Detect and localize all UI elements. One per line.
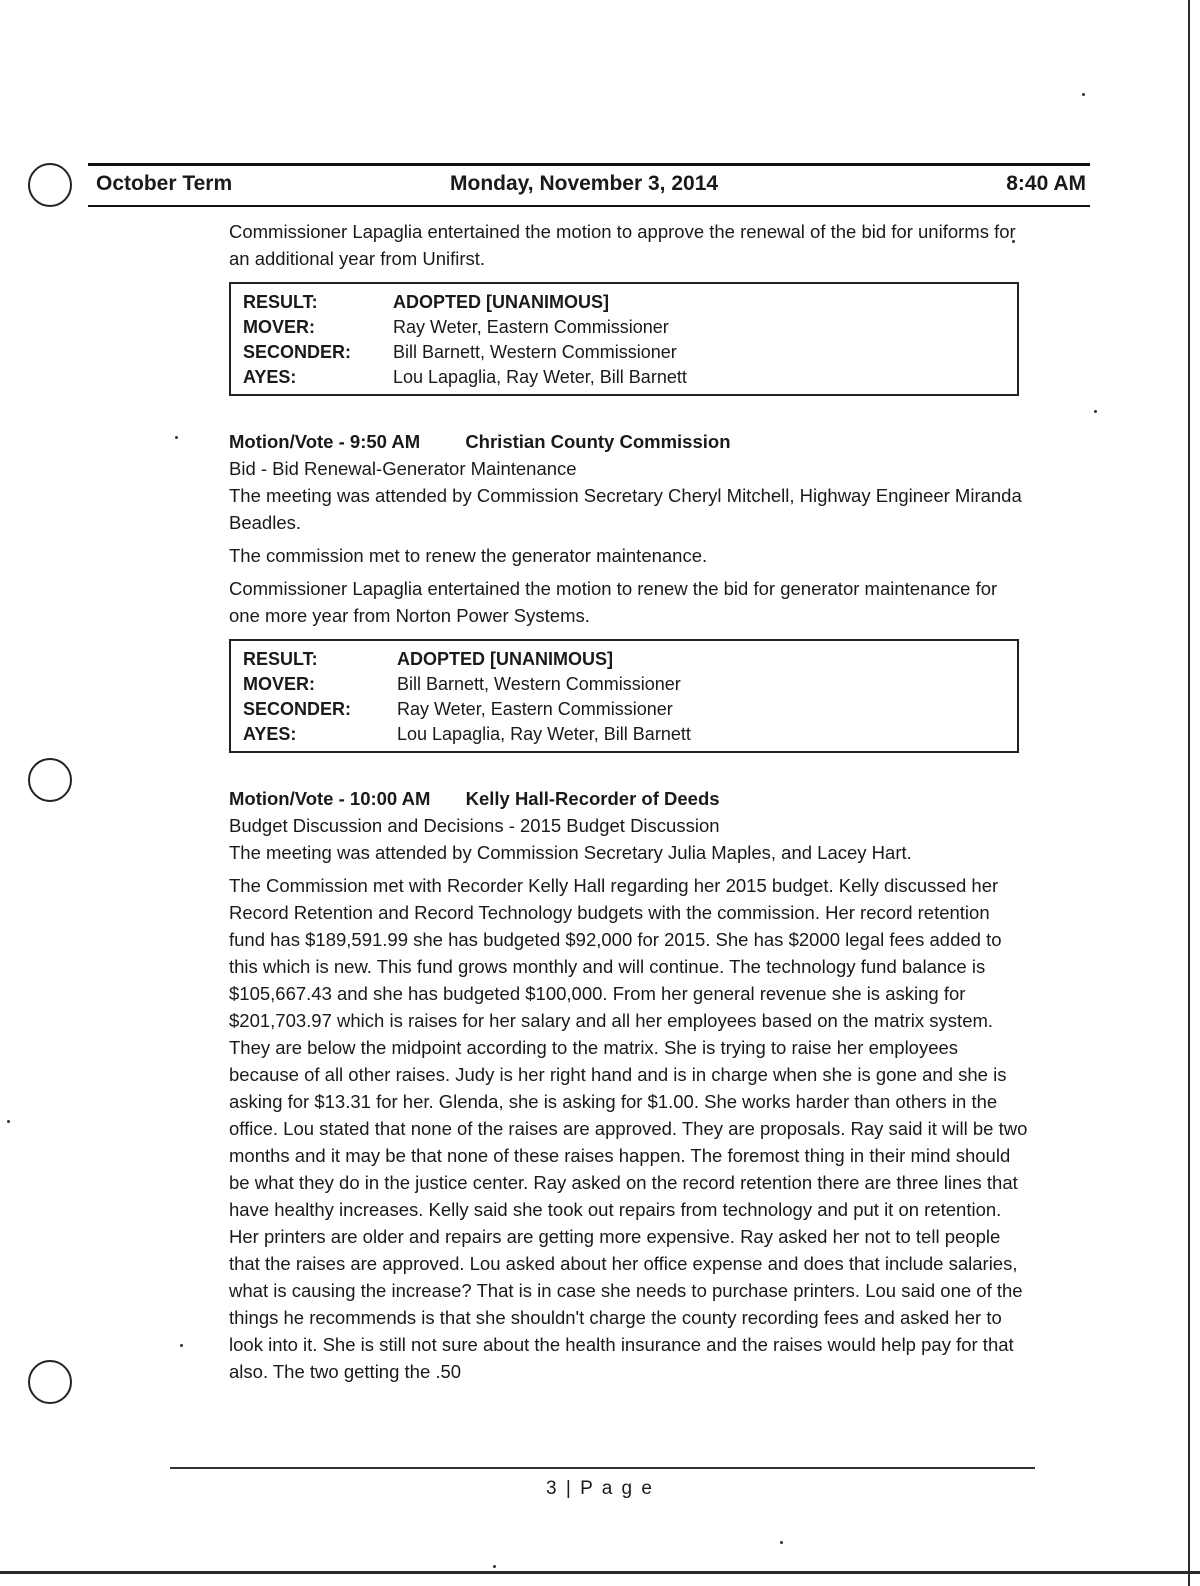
vote-label: SECONDER: bbox=[243, 342, 352, 362]
header-time: 8:40 AM bbox=[1006, 172, 1086, 195]
vote-row-seconder bbox=[243, 697, 1007, 722]
vote-seconder: Bill Barnett, Western Commissioner bbox=[393, 342, 677, 362]
section-heading-prefix: Motion/Vote - 9:50 AM bbox=[229, 431, 421, 452]
scan-speck bbox=[1082, 93, 1085, 96]
section-subtitle: Bid - Bid Renewal-Generator Maintenance bbox=[229, 458, 577, 479]
page-header bbox=[96, 172, 1086, 204]
vote-label: AYES: bbox=[243, 367, 297, 387]
header-rule-bottom bbox=[88, 205, 1090, 207]
vote-row-mover bbox=[243, 315, 1007, 340]
discussion-paragraph: The Commission met with Recorder Kelly Hall regarding her 2015 budget. Kelly discussed her Record Retention and Record Technology budgets with the commission. Her record retention fund has $189,591.99 she has budgeted $92,000 for 2015. She has $2000 legal fees added to this which is new. This fund grows monthly and will continue. The technology fund balance is $105,667.43 and she has budgeted $100,000. From her general revenue she is asking for $201,703.97 which is raises for her salary and all her employees based on the matrix system. They are below the midpoint according to the matrix. She is trying to raise her employees because of all other raises. Judy is her right hand and is in charge when she is gone and she is asking for $13.31 for her. Glenda, she is asking for $1.00. She works harder than others in the office. Lou stated that none of the raises are approved. They are proposals. Ray said it will be two months and it may be that none of these raises happen. The foremost thing in their mind should be what they do in the justice center. Ray asked on the record retention there are three lines that have healthy increases. Kelly said she took out repairs from technology and put it on retention. Her printers are older and repairs are getting more expensive. Ray asked her not to tell people that the raises are approved. Lou asked about her office expense and does that include salaries, what is causing the increase? That is in case she needs to purchase printers. Lou said one of the things he recommends is that she shouldn't charge the county recording fees and asked her to look into it. She is still not sure about the health insurance and the raises would help pay for that also. The two getting the .50 bbox=[229, 875, 1028, 1382]
scan-edge-bottom bbox=[0, 1571, 1200, 1574]
attendance-text: The meeting was attended by Commission Secretary Julia Maples, and Lacey Hart. bbox=[229, 842, 912, 863]
vote-row-result bbox=[243, 290, 1007, 315]
punch-hole-top bbox=[28, 163, 72, 207]
header-rule-top bbox=[88, 163, 1090, 166]
vote-row-ayes bbox=[243, 722, 1007, 747]
vote-seconder: Ray Weter, Eastern Commissioner bbox=[397, 699, 673, 719]
vote-row-ayes bbox=[243, 365, 1007, 390]
motion-text: Commissioner Lapaglia entertained the motion to renew the bid for generator maintenance for one more year from Norton Power Systems. bbox=[229, 578, 998, 626]
section-heading-topic: Christian County Commission bbox=[465, 431, 731, 452]
section-heading-generator bbox=[229, 428, 1029, 455]
scan-edge-right bbox=[1188, 0, 1190, 1586]
vote-ayes: Lou Lapaglia, Ray Weter, Bill Barnett bbox=[397, 724, 691, 744]
attendance-text: The meeting was attended by Commission Secretary Cheryl Mitchell, Highway Engineer Miranda Beadles. bbox=[229, 485, 1022, 533]
scan-speck bbox=[7, 1120, 10, 1123]
vote-mover: Ray Weter, Eastern Commissioner bbox=[393, 317, 669, 337]
vote-mover: Bill Barnett, Western Commissioner bbox=[397, 674, 681, 694]
minutes-content bbox=[229, 218, 1029, 1385]
vote-row-result bbox=[243, 647, 1007, 672]
vote-label: RESULT: bbox=[243, 649, 318, 669]
vote-label: MOVER: bbox=[243, 674, 315, 694]
scan-speck bbox=[175, 436, 178, 439]
scan-speck bbox=[1094, 410, 1097, 413]
vote-box-generator bbox=[229, 639, 1019, 753]
scan-speck bbox=[180, 1344, 183, 1347]
page-number: 3 | P a g e bbox=[546, 1478, 654, 1499]
meeting-purpose: The commission met to renew the generator maintenance. bbox=[229, 545, 708, 566]
punch-hole-bottom bbox=[28, 1360, 72, 1404]
section-heading-recorder bbox=[229, 785, 1029, 812]
section-heading-prefix: Motion/Vote - 10:00 AM bbox=[229, 788, 431, 809]
vote-label: AYES: bbox=[243, 724, 297, 744]
vote-ayes: Lou Lapaglia, Ray Weter, Bill Barnett bbox=[393, 367, 687, 387]
vote-result: ADOPTED [UNANIMOUS] bbox=[393, 292, 609, 312]
vote-row-mover bbox=[243, 672, 1007, 697]
vote-result: ADOPTED [UNANIMOUS] bbox=[397, 649, 613, 669]
header-date: Monday, November 3, 2014 bbox=[450, 172, 719, 195]
scan-speck bbox=[493, 1565, 496, 1568]
vote-row-seconder bbox=[243, 340, 1007, 365]
section-heading-topic: Kelly Hall-Recorder of Deeds bbox=[465, 788, 720, 809]
vote-label: SECONDER: bbox=[243, 699, 352, 719]
punch-hole-middle bbox=[28, 758, 72, 802]
intro-motion: Commissioner Lapaglia entertained the motion to approve the renewal of the bid for uniforms for an additional year from Unifirst. bbox=[229, 221, 1016, 269]
vote-box-uniforms bbox=[229, 282, 1019, 396]
header-term: October Term bbox=[96, 172, 233, 195]
vote-label: MOVER: bbox=[243, 317, 315, 337]
scan-speck bbox=[780, 1541, 783, 1544]
section-subtitle: Budget Discussion and Decisions - 2015 Budget Discussion bbox=[229, 815, 720, 836]
footer-rule bbox=[170, 1467, 1035, 1469]
vote-label: RESULT: bbox=[243, 292, 318, 312]
